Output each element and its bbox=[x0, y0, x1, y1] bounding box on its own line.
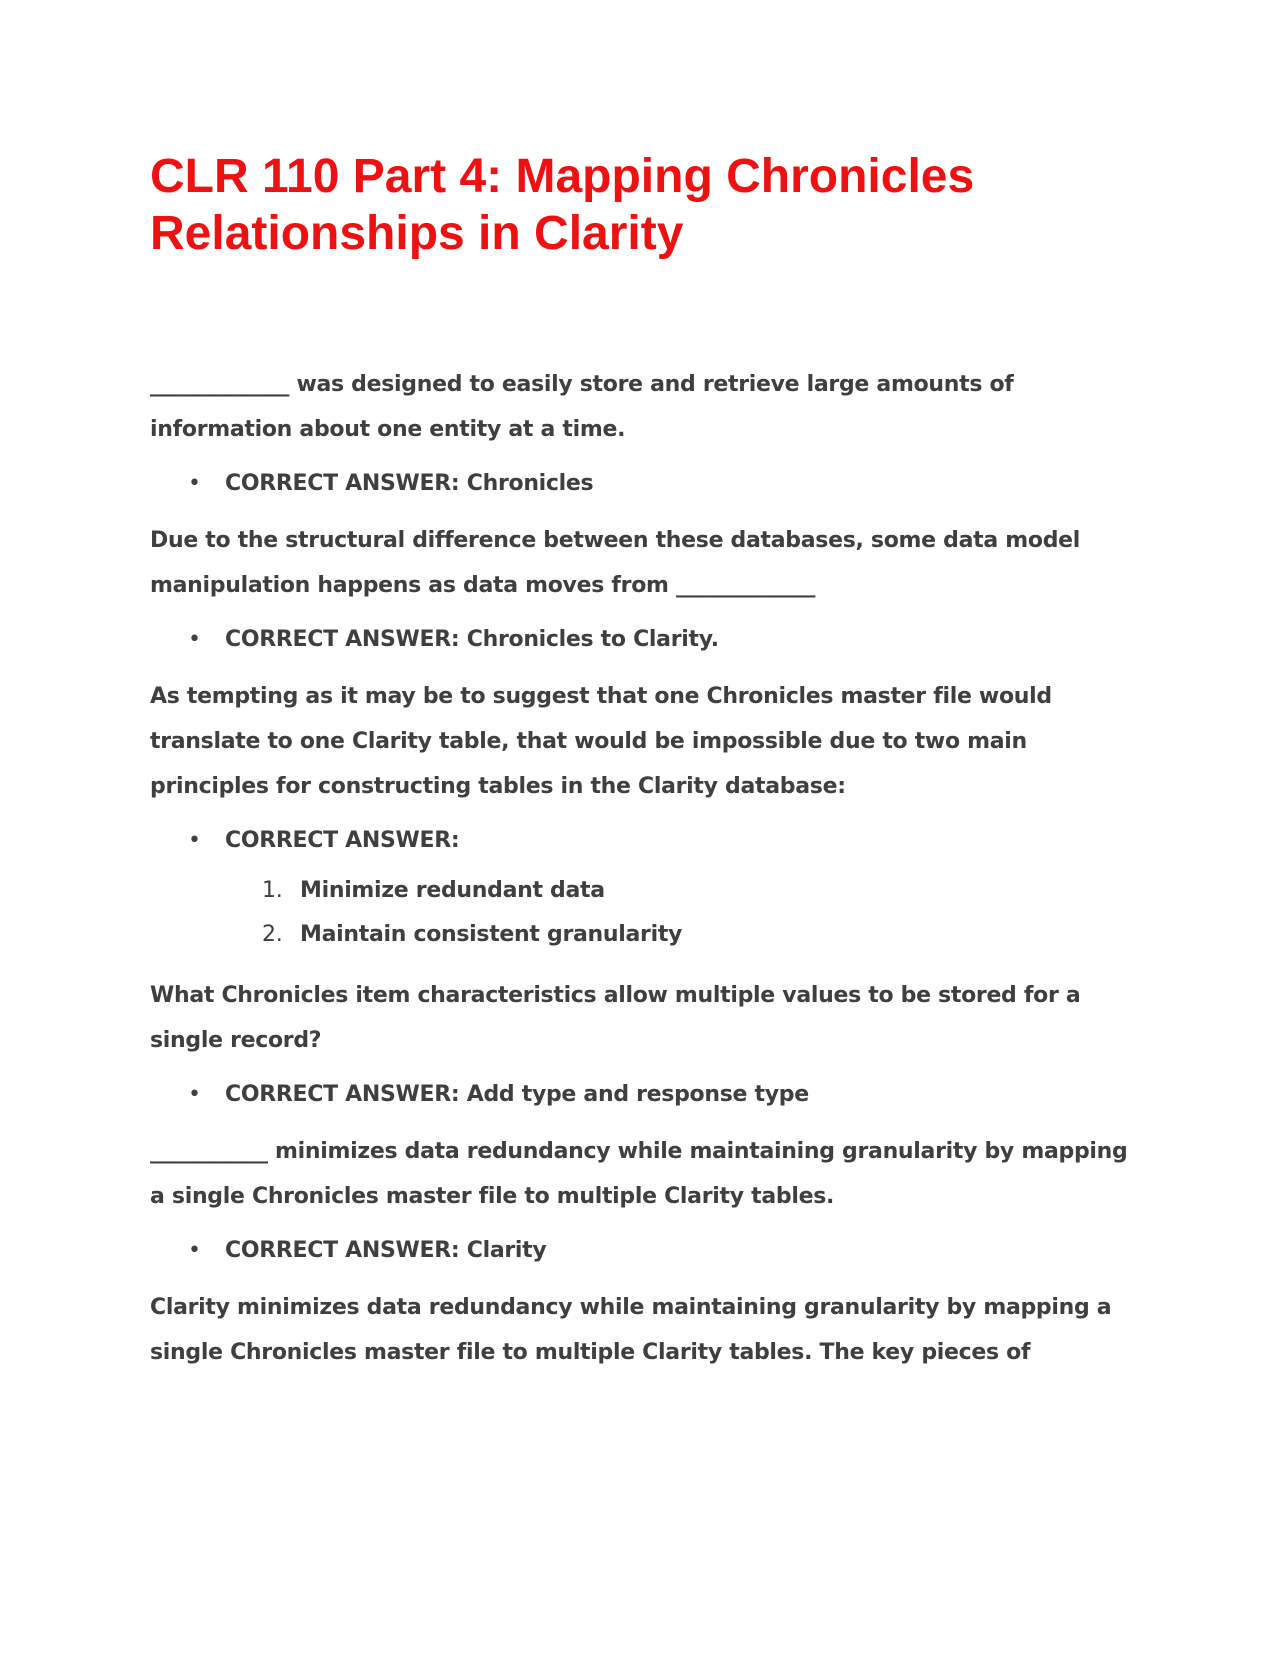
answer-3-sub-list bbox=[225, 869, 1140, 957]
question-1: _____________ was designed to easily store and retrieve large amounts of information about one entity at a time. bbox=[150, 372, 1014, 442]
sub-item-number: 1. bbox=[262, 878, 283, 903]
sub-item-number: 2. bbox=[262, 922, 283, 947]
question-3: As tempting as it may be to suggest that one Chronicles master file would translate to one Clarity table, that would be impossible due to two main principles for constructing tables in the Clarity database: bbox=[150, 684, 1052, 799]
sub-list-item bbox=[150, 913, 1140, 957]
answer-text: CORRECT ANSWER: Add type and response type bbox=[225, 1082, 809, 1107]
question-2: Due to the structural difference between these databases, some data model manipulation happens as data moves from _____________ bbox=[150, 528, 1080, 598]
bullet-icon: • bbox=[188, 1082, 201, 1107]
title-line-2: Relationships in Clarity bbox=[150, 207, 684, 260]
document-title bbox=[150, 148, 1140, 262]
answer-1 bbox=[150, 466, 1140, 502]
sub-item-text: Maintain consistent granularity bbox=[300, 922, 683, 947]
answer-text: CORRECT ANSWER: bbox=[225, 828, 460, 853]
answer-list-5 bbox=[150, 1233, 1140, 1269]
answer-4 bbox=[150, 1077, 1140, 1113]
answer-5 bbox=[150, 1233, 1140, 1269]
answer-text: CORRECT ANSWER: Clarity bbox=[225, 1238, 547, 1263]
answer-list-2 bbox=[150, 622, 1140, 658]
sub-item-text: Minimize redundant data bbox=[300, 878, 605, 903]
question-4: What Chronicles item characteristics allow multiple values to be stored for a single record? bbox=[150, 983, 1081, 1053]
bullet-icon: • bbox=[188, 627, 201, 652]
answer-text: CORRECT ANSWER: Chronicles to Clarity. bbox=[225, 627, 719, 652]
trailing-paragraph: Clarity minimizes data redundancy while maintaining granularity by mapping a single Chronicles master file to multiple Clarity tables. The key pieces of bbox=[150, 1295, 1112, 1365]
bullet-icon: • bbox=[188, 828, 201, 853]
answer-list-1 bbox=[150, 466, 1140, 502]
document-page bbox=[150, 148, 1140, 1375]
answer-text: CORRECT ANSWER: Chronicles bbox=[225, 471, 594, 496]
bullet-icon: • bbox=[188, 471, 201, 496]
answer-2 bbox=[150, 622, 1140, 658]
bullet-icon: • bbox=[188, 1238, 201, 1263]
title-line-1: CLR 110 Part 4: Mapping Chronicles bbox=[150, 150, 975, 203]
question-5: ___________ minimizes data redundancy while maintaining granularity by mapping a single Chronicles master file to multiple Clarity tables. bbox=[150, 1139, 1128, 1209]
answer-3 bbox=[150, 823, 1140, 957]
answer-list-3 bbox=[150, 823, 1140, 957]
answer-list-4 bbox=[150, 1077, 1140, 1113]
qa-list bbox=[150, 362, 1140, 1375]
sub-list-item bbox=[150, 869, 1140, 913]
